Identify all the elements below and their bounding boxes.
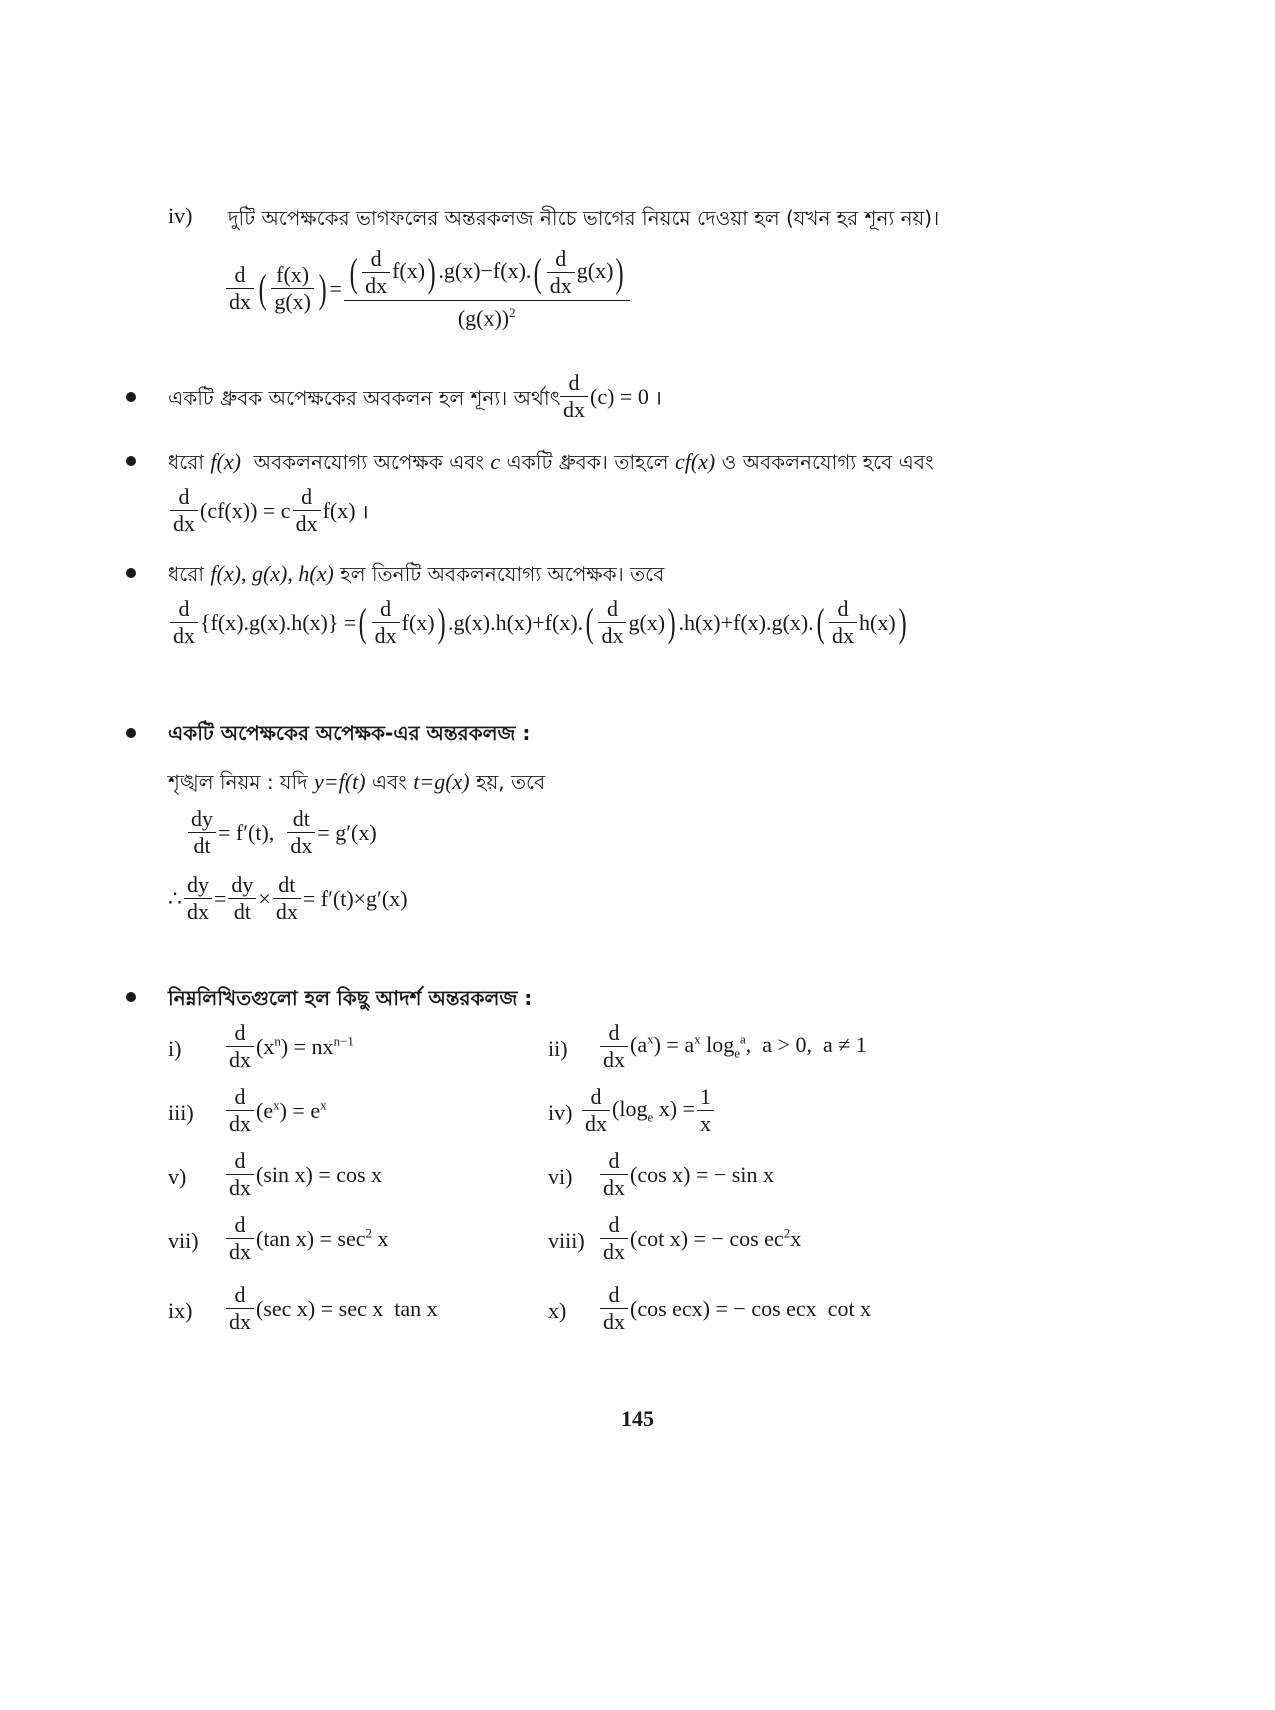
constant-derivative-text: একটি ধ্রুবক অপেক্ষকের অবকলন হল শূন্য। অর্থাৎ	[168, 386, 561, 410]
chain-rule-heading: একটি অপেক্ষকের অপেক্ষক-এর অন্তরকলজ :	[168, 721, 531, 745]
scalar-multiple-text: ধরো f(x) অবকলনযোগ্য অপেক্ষক এবং c একটি ধ্রুবক। তাহলে cf(x) ও অবকলনযোগ্য হবে এবং	[168, 449, 934, 474]
triple-product-formula: $\frac{d}{dx}$ {f(x).g(x).h(x)} =( $\frac{d}{dx}$ f(x)) .g(x).h(x)+f(x).( $\frac{d}{dx}$ g(x)) .h(x)+f(x).g(x).( $\frac{d}{dx}$ h(x))	[168, 596, 909, 650]
quotient-rule-formula: $\frac{d}{dx}$ ( $\frac{f(x)}{g(x)}$ ) = ( $\frac{d}{dx}$ f(x)) .g(x)−f(x).( $\frac{d}{dx}$ g(x)) $(g(x))^2$	[224, 246, 632, 332]
bullet	[126, 568, 136, 578]
bullet	[126, 392, 136, 402]
item-label-x: x)	[548, 1298, 567, 1323]
item-label-iii: iii)	[168, 1100, 194, 1125]
standard-derivatives-heading: নিম্নলিখিতগুলো হল কিছু আদর্শ অন্তরকলজ :	[168, 986, 533, 1010]
item-label-v: v)	[168, 1164, 187, 1189]
bullet	[126, 992, 136, 1002]
item-label-iv-standard: iv)	[548, 1100, 573, 1125]
page-number: 145	[621, 1406, 654, 1431]
derivative-sec-formula: $\frac{d}{dx}$ (sec x) = sec x tan x	[224, 1282, 438, 1336]
item-label-i: i)	[168, 1036, 182, 1061]
scalar-multiple-formula: $\frac{d}{dx}$ (cf(x)) = c $\frac{d}{dx}$ f(x) ।	[168, 484, 369, 538]
item-label-viii: viii)	[548, 1228, 585, 1253]
chain-rule-text: শৃঙ্খল নিয়ম : যদি y=f(t) এবং t=g(x) হয়, তবে	[168, 769, 546, 794]
derivative-power-formula: $\frac{d}{dx}$ $(x^n) = nx^{n-1}$	[224, 1020, 354, 1074]
chain-rule-formula-2: ∴ $\frac{dy}{dx}$ = $\frac{dy}{dt}$ × $\frac{dt}{dx}$ = f′(t)×g′(x)	[168, 872, 408, 925]
item-label-ix: ix)	[168, 1298, 193, 1323]
item-label-iv: iv)	[168, 203, 193, 228]
quotient-rule-text: দুটি অপেক্ষকের ভাগফলের অন্তরকলজ নীচে ভাগের নিয়মে দেওয়া হল (যখন হর শূন্য নয়)।	[228, 206, 940, 230]
derivative-cos-formula: $\frac{d}{dx}$ (cos x) = − sin x	[598, 1148, 774, 1202]
item-label-ii: ii)	[548, 1036, 568, 1061]
item-label-vi: vi)	[548, 1164, 573, 1189]
derivative-sin-formula: $\frac{d}{dx}$ (sin x) = cos x	[224, 1148, 382, 1202]
derivative-exponential-e-formula: $\frac{d}{dx}$ $(e^x) = e^x$	[224, 1084, 327, 1138]
constant-derivative-formula: $\frac{d}{dx}$ (c) = 0 ।	[558, 370, 662, 424]
derivative-exponential-a-formula: $\frac{d}{dx}$ $(a^x) = a^x$ $\log_e^a$, a > 0, a ≠ 1	[598, 1020, 867, 1074]
triple-product-text: ধরো f(x), g(x), h(x) হল তিনটি অবকলনযোগ্য অপেক্ষক। তবে	[168, 561, 665, 586]
derivative-cot-formula: $\frac{d}{dx}$ (cot x) = − $\cos ec^2x$	[598, 1212, 801, 1266]
bullet	[126, 728, 136, 738]
item-label-vii: vii)	[168, 1228, 199, 1253]
derivative-cosec-formula: $\frac{d}{dx}$ (cos ecx) = − cos ecx cot x	[598, 1282, 871, 1336]
derivative-log-formula: $\frac{d}{dx}$ ($\log_e$ x) = $\frac{1}{x}$	[580, 1084, 716, 1138]
chain-rule-formula-1: $\frac{dy}{dt}$ = f′(t), $\frac{dt}{dx}$ = g′(x)	[186, 806, 377, 860]
bullet	[126, 456, 136, 466]
derivative-tan-formula: $\frac{d}{dx}$ (tan $x) = \sec^2 x$	[224, 1212, 389, 1266]
